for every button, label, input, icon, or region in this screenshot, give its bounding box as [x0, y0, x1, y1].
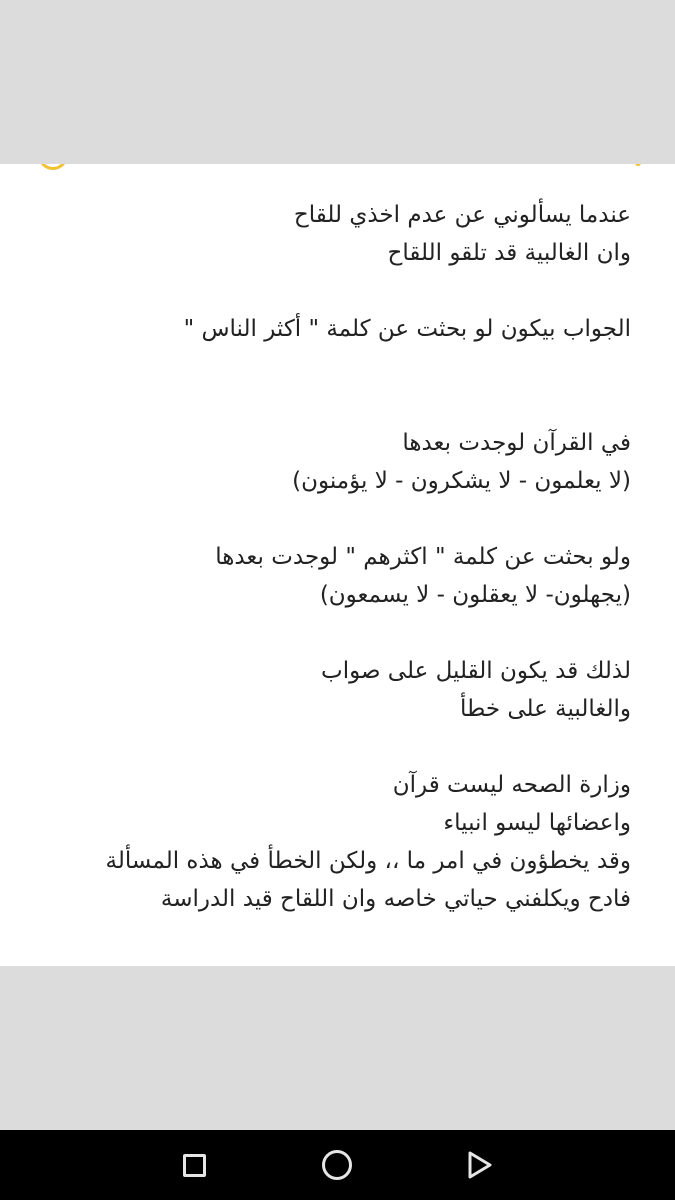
message-line: ولو بحثت عن كلمة " اكثرهم " لوجدت بعدها: [215, 544, 631, 570]
message-line: وزارة الصحه ليست قرآن: [392, 772, 631, 798]
message-line: وان الغالبية قد تلقو اللقاح: [387, 240, 631, 266]
bottom-gray-area: [0, 966, 675, 1130]
message-line: (يجهلون- لا يعقلون - لا يسمعون): [319, 582, 631, 608]
message-line: لذلك قد يكون القليل على صواب: [321, 658, 631, 684]
message-line: فادح ويكلفني حياتي خاصه وان اللقاح قيد الدراسة: [160, 886, 631, 912]
message-line: واعضائها ليسو انبياء: [443, 810, 631, 836]
circle-home-icon: [322, 1150, 352, 1180]
message-line: في القرآن لوجدت بعدها: [402, 430, 631, 456]
message-line: (لا يعلمون - لا يشكرون - لا يؤمنون): [292, 468, 631, 494]
message-line: الجواب بيكون لو بحثت عن كلمة " أكثر الناس ": [183, 316, 631, 342]
message-line: وقد يخطؤون في امر ما ،، ولكن الخطأ في هذه المسألة: [105, 848, 631, 874]
emoji-peek-icon: [38, 164, 68, 170]
message-line: عندما يسألوني عن عدم اخذي للقاح: [293, 202, 631, 228]
message-line: والغالبية على خطأ: [459, 696, 631, 722]
accent-peek-icon: [635, 164, 641, 166]
message-text: [41, 196, 631, 918]
triangle-back-icon: [466, 1150, 494, 1180]
square-recents-icon: [183, 1154, 206, 1177]
recents-button[interactable]: [171, 1142, 217, 1188]
top-gray-area: [0, 0, 675, 164]
home-button[interactable]: [314, 1142, 360, 1188]
back-button[interactable]: [457, 1142, 503, 1188]
message-card: [0, 164, 675, 966]
system-navigation-bar: [0, 1130, 675, 1200]
